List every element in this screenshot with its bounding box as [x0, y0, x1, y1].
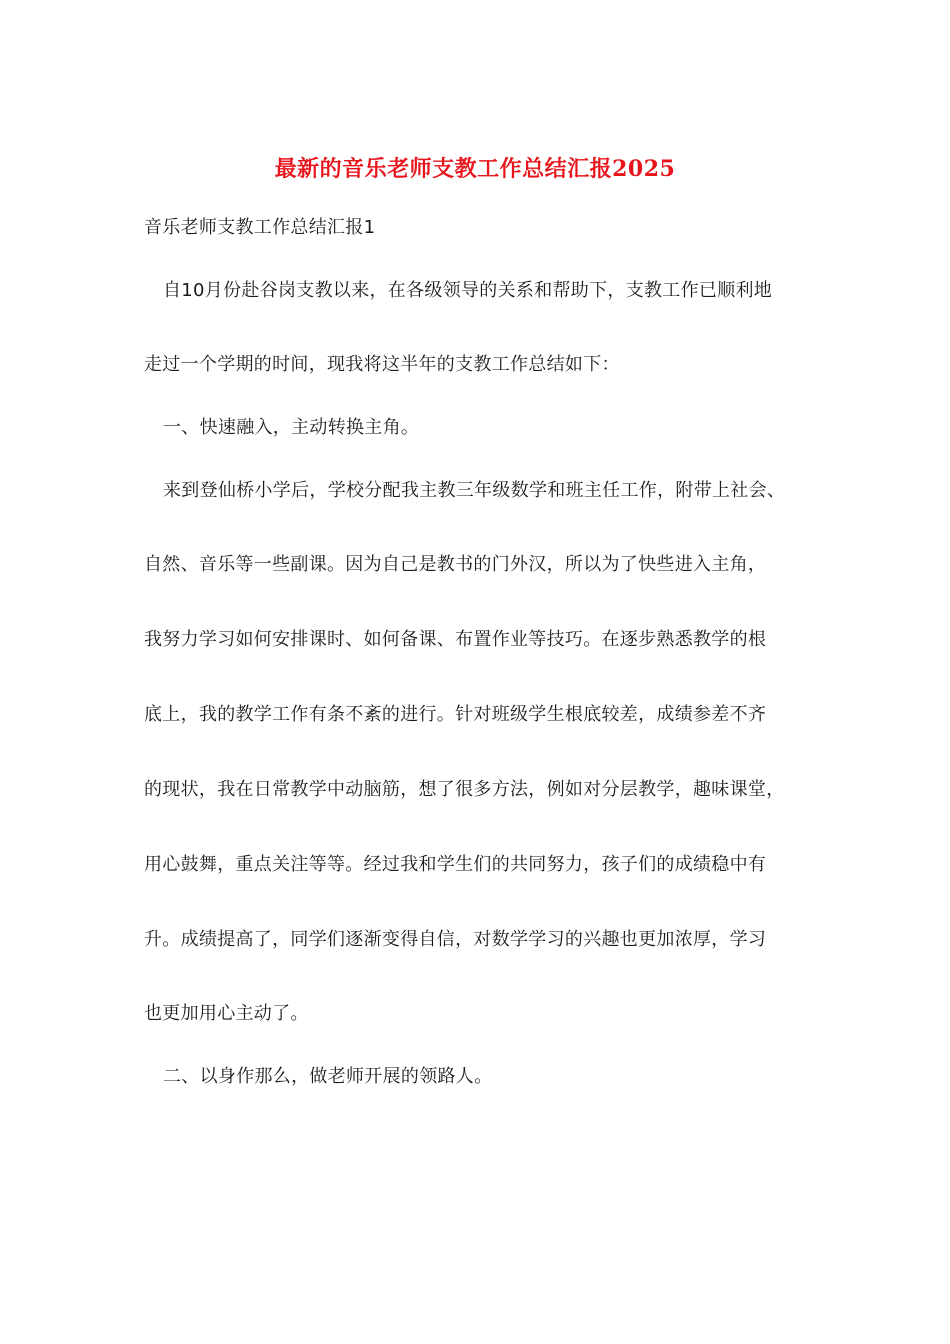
- paragraph-line: 自然、音乐等一些副课。因为自己是教书的门外汉，所以为了快些进入主角，: [144, 554, 767, 575]
- paragraph-line: 升。成绩提高了，同学们逐渐变得自信，对数学学习的兴趣也更加浓厚，学习: [144, 929, 767, 950]
- paragraph-line: 底上，我的教学工作有条不紊的进行。针对班级学生根底较差，成绩参差不齐: [144, 704, 767, 725]
- section-heading: 二、以身作那么，做老师开展的领路人。: [163, 1066, 493, 1087]
- paragraph-line: 也更加用心主动了。: [144, 1003, 309, 1024]
- paragraph-line: 来到登仙桥小学后，学校分配我主教三年级数学和班主任工作，附带上社会、: [163, 480, 786, 501]
- paragraph-line: 的现状，我在日常教学中动脑筋，想了很多方法，例如对分层教学，趣味课堂，: [144, 779, 785, 800]
- paragraph-line: 用心鼓舞，重点关注等等。经过我和学生们的共同努力，孩子们的成绩稳中有: [144, 854, 767, 875]
- section-subtitle: 音乐老师支教工作总结汇报1: [144, 217, 376, 238]
- paragraph-line: 我努力学习如何安排课时、如何备课、布置作业等技巧。在逐步熟悉教学的根: [144, 629, 767, 650]
- paragraph-line: 自10月份赴谷岗支教以来，在各级领导的关系和帮助下，支教工作已顺利地: [163, 280, 773, 301]
- document-title: 最新的音乐老师支教工作总结汇报2025: [274, 156, 676, 182]
- section-heading: 一、快速融入，主动转换主角。: [163, 417, 420, 438]
- paragraph-line: 走过一个学期的时间，现我将这半年的支教工作总结如下：: [144, 354, 620, 375]
